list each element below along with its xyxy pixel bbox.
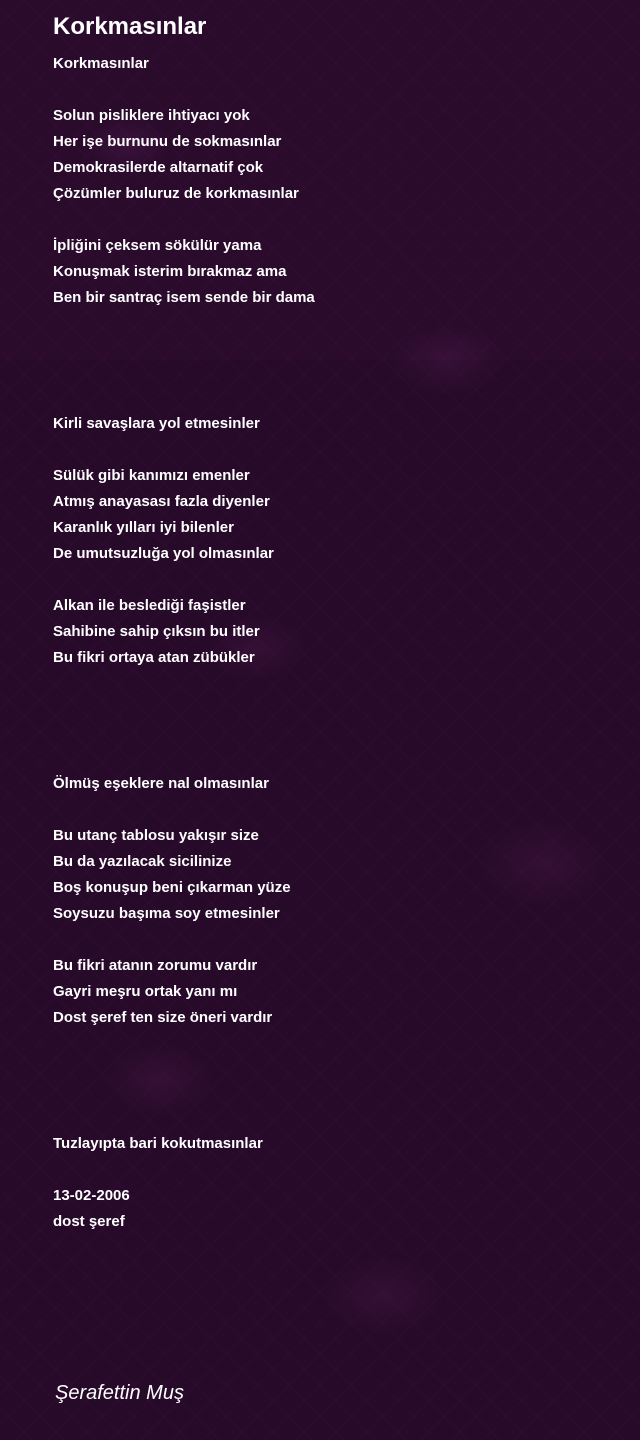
poem-line: Bu fikri ortaya atan zübükler [53,649,255,666]
poem-line: Bu da yazılacak sicilinize [53,853,232,870]
poem-line: Alkan ile beslediği faşistler [53,597,246,614]
poem-line: Atmış anayasası fazla diyenler [53,493,270,510]
poem-line: Gayri meşru ortak yanı mı [53,983,238,1000]
poem-line: Tuzlayıpta bari kokutmasınlar [53,1135,263,1152]
author-name: Şerafettin Muş [55,1382,184,1404]
poem-signature: dost şeref [53,1213,125,1230]
poem-line: Korkmasınlar [53,55,149,72]
poem-line: Boş konuşup beni çıkarman yüze [53,879,291,896]
poem-line: Konuşmak isterim bırakmaz ama [53,263,287,280]
poem-line: Sahibine sahip çıksın bu itler [53,623,260,640]
poem-line: Demokrasilerde altarnatif çok [53,159,264,176]
poem-line: Bu fikri atanın zorumu vardır [53,957,258,974]
poem-line: De umutsuzluğa yol olmasınlar [53,545,274,562]
poem-line: Soysuzu başıma soy etmesinler [53,905,280,922]
poem-date: 13-02-2006 [53,1187,130,1204]
poem-title: Korkmasınlar [53,13,207,40]
poem-line: Ölmüş eşeklere nal olmasınlar [53,775,269,792]
poem-line: Kirli savaşlara yol etmesinler [53,415,260,432]
poem-line: Her işe burnunu de sokmasınlar [53,133,282,150]
poem-line: Dost şeref ten size öneri vardır [53,1009,273,1026]
poem-line: Karanlık yılları iyi bilenler [53,519,234,536]
poem-line: İpliğini çeksem sökülür yama [53,237,262,254]
poem-line: Ben bir santraç isem sende bir dama [53,289,315,306]
poem-line: Sülük gibi kanımızı emenler [53,467,250,484]
poem-line: Solun pisliklere ihtiyacı yok [53,107,250,124]
poem-line: Çözümler buluruz de korkmasınlar [53,185,299,202]
poem-line: Bu utanç tablosu yakışır size [53,827,259,844]
